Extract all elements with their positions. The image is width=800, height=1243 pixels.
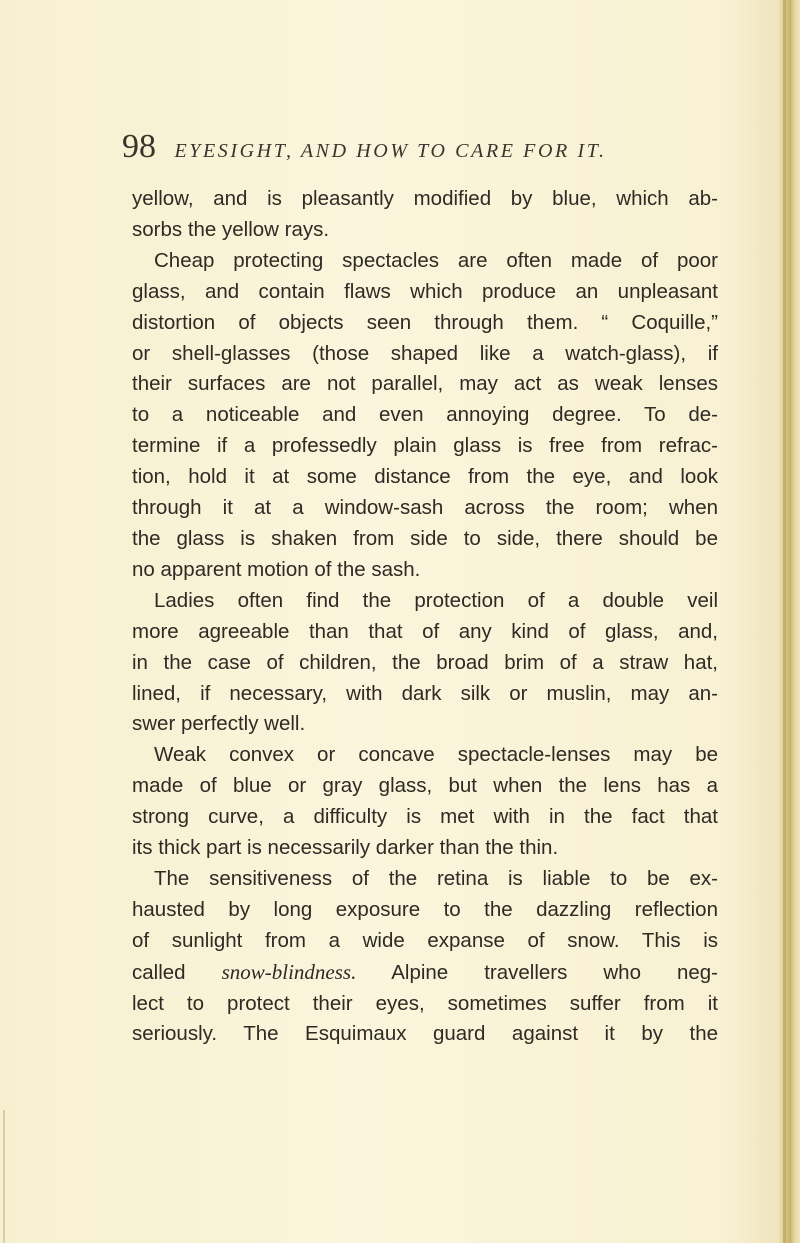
running-title: EYESIGHT, AND HOW TO CARE FOR IT. [174,140,607,162]
body-text [132,184,718,1050]
text-line: of sunlight from a wide expanse of snow. This is [132,928,718,952]
text-line: no apparent motion of the sash. [132,557,421,581]
page-edge-shadow [783,0,786,1243]
text-line: Weak convex or concave spectacle-lenses may be [154,743,718,767]
text-line: lect to protect their eyes, sometimes suffer from it [132,991,718,1015]
text-line: through it at a window-sash across the room; when [132,496,718,520]
text-line-with-emphasis [132,957,718,989]
text-line: more agreeable than that of any kind of glass, and, [132,619,718,643]
text-line: or shell-glasses (those shaped like a watch-glass), if [132,341,718,365]
text-line: Cheap protecting spectacles are often made of poor [154,248,718,272]
text-line: Ladies often find the protection of a double veil [154,588,718,612]
text-segment: Alpine travellers who neg- [356,960,719,984]
emphasized-term: snow-blindness. [221,959,357,984]
page-edge-left-mark [3,1110,5,1243]
text-line: its thick part is necessarily darker than the thin. [132,836,559,860]
text-line: seriously. The Esquimaux guard against it by the [132,1022,718,1046]
text-line: glass, and contain flaws which produce an unpleasant [132,279,718,303]
text-line: swer perfectly well. [132,712,306,736]
text-line: the glass is shaken from side to side, there should be [132,526,718,550]
text-line: made of blue or gray glass, but when the lens has a [132,774,718,798]
running-head [122,128,682,168]
text-line: yellow, and is pleasantly modified by blue, which ab- [132,187,718,210]
text-line: hausted by long exposure to the dazzling reflection [132,897,718,921]
text-line: sorbs the yellow rays. [132,217,330,241]
text-line: tion, hold it at some distance from the eye, and look [132,465,718,489]
text-segment: called [132,960,222,984]
text-line: The sensitiveness of the retina is liable to be ex- [154,866,718,890]
text-line: lined, if necessary, with dark silk or muslin, may an- [132,681,718,705]
text-line: termine if a professedly plain glass is free from refrac- [132,434,718,458]
page-number: 98 [122,128,156,165]
text-line: strong curve, a difficulty is met with in the fact that [132,805,718,829]
text-line: in the case of children, the broad brim of a straw hat, [132,650,718,674]
text-line: their surfaces are not parallel, may act as weak lenses [132,372,718,396]
page-edge-right [778,0,800,1243]
text-line: to a noticeable and even annoying degree. To de- [132,403,718,427]
text-line: distortion of objects seen through them. “ Coquille,” [132,310,718,334]
